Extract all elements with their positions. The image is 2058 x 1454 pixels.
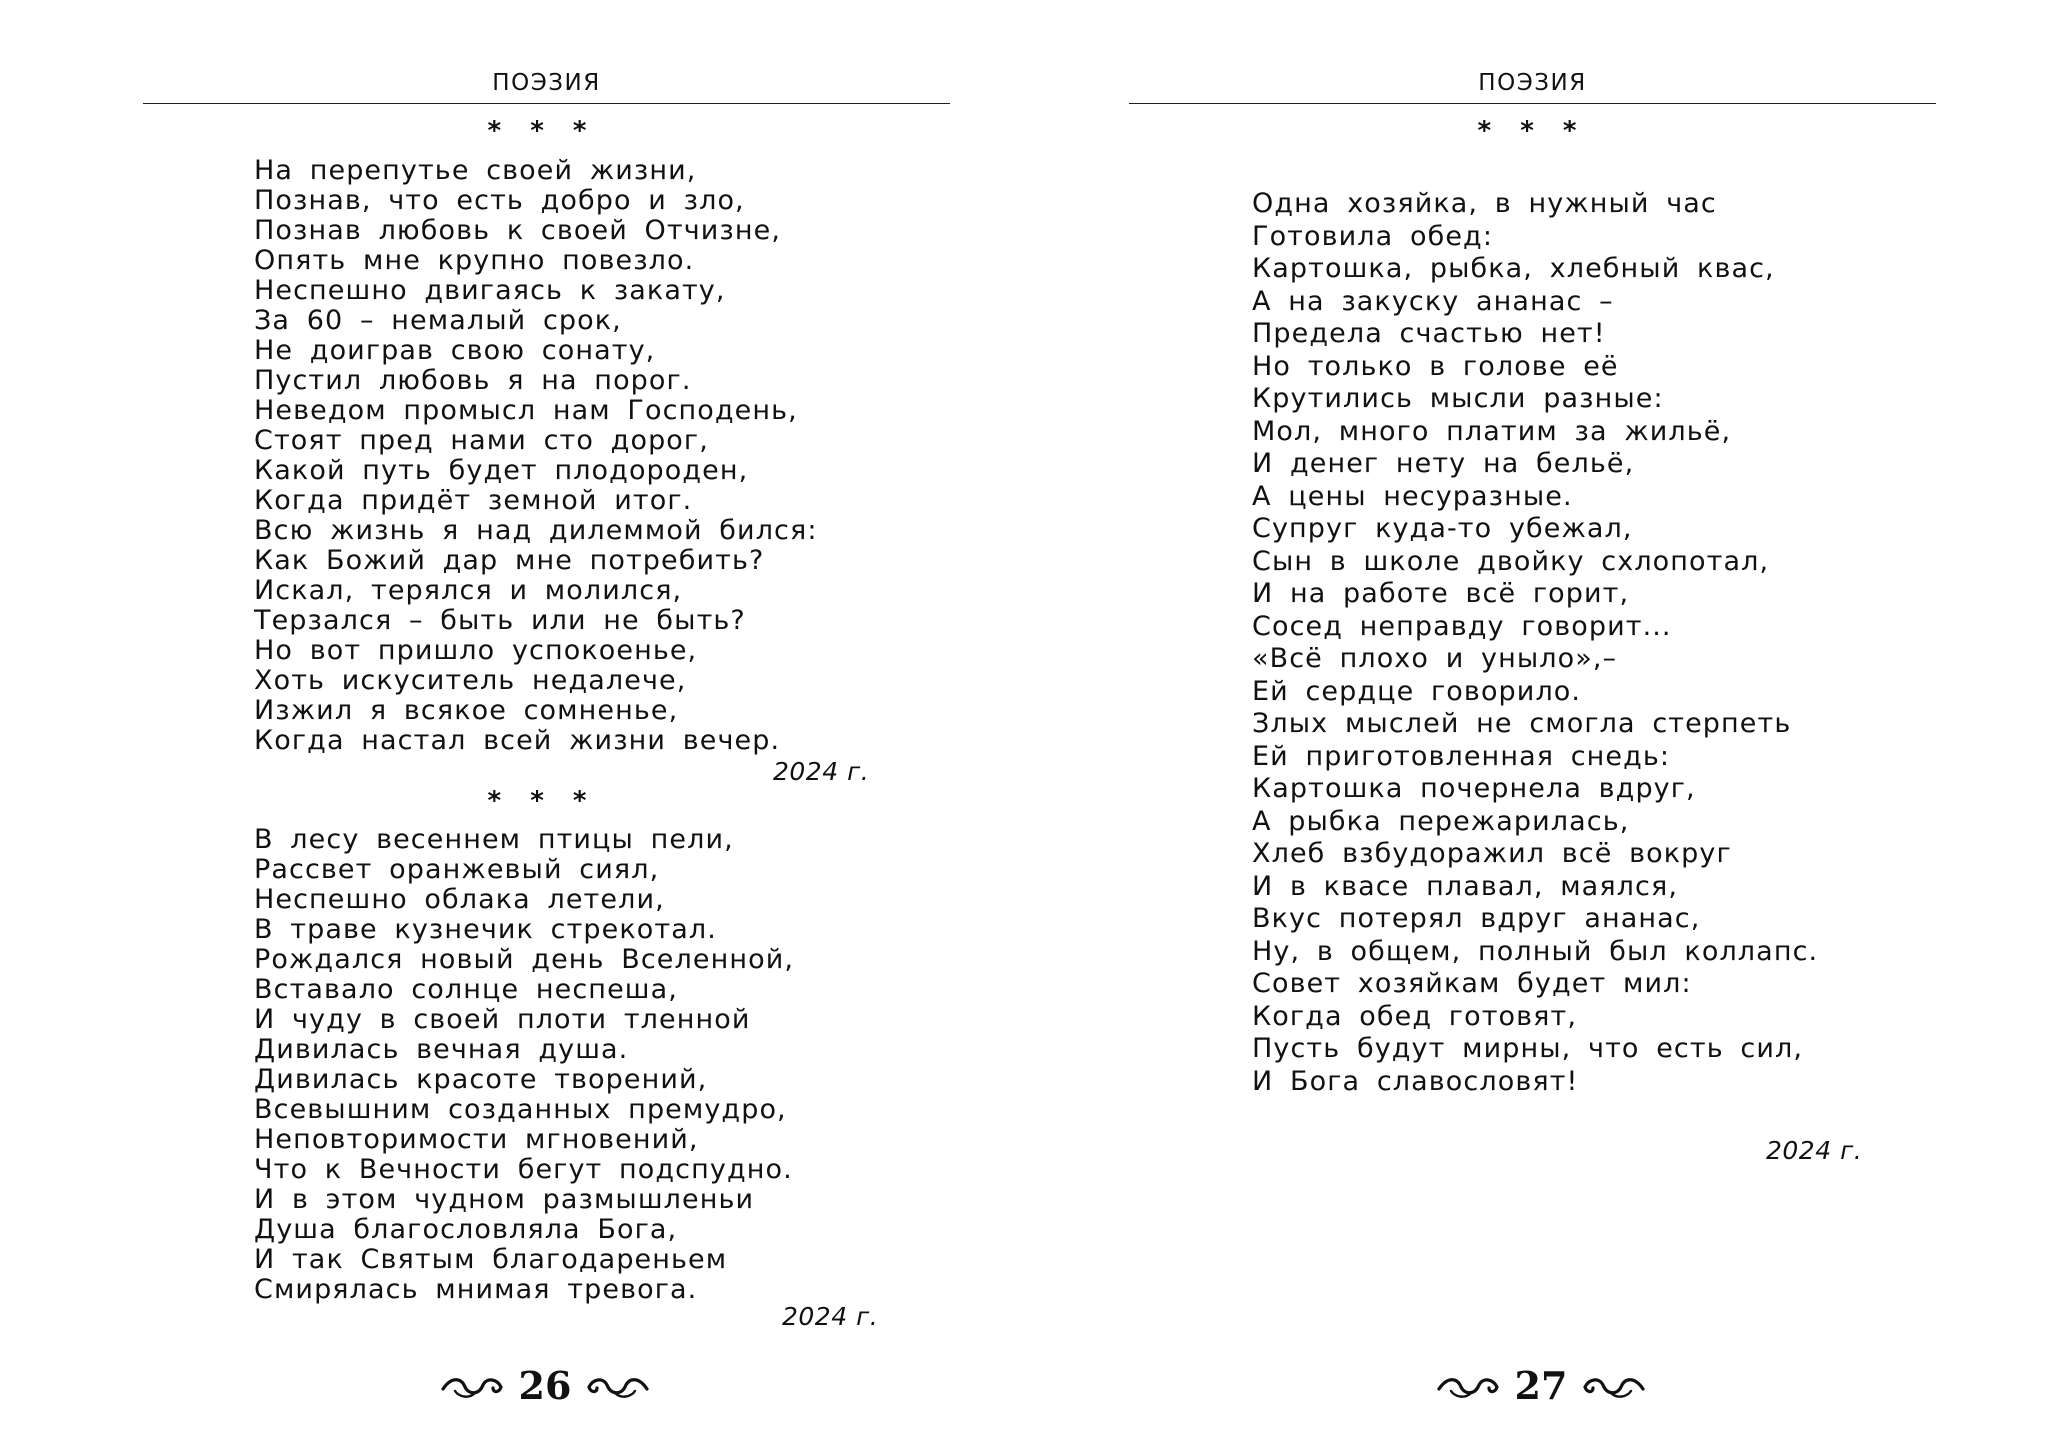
poem-line: Когда обед готовят, (1252, 1000, 1578, 1032)
header-rule (1129, 103, 1936, 104)
poem-line: Готовила обед: (1252, 220, 1494, 252)
poem-line: Смирялась мнимая тревога. (254, 1274, 698, 1305)
poem-2 (254, 825, 794, 1305)
running-head: ПОЭЗИЯ (1478, 70, 1587, 96)
poem-line: Всю жизнь я над дилеммой бился: (254, 515, 818, 546)
poem-line: На перепутье своей жизни, (254, 155, 697, 186)
poem-line: Крутились мысли разные: (1252, 383, 1664, 414)
poem-line: Всевышним созданных премудро, (254, 1094, 787, 1125)
poem-3-date: 2024 г. (1766, 1136, 1863, 1165)
poem-line: Ну, в общем, полный был коллапс. (1252, 935, 1819, 967)
poem-line: Искал, терялся и молился, (254, 575, 683, 606)
page-number: 27 (1514, 1363, 1568, 1408)
poem-line: Опять мне крупно повезло. (254, 245, 695, 276)
poem-line: В траве кузнечик стрекотал. (254, 914, 717, 945)
poem-3 (1252, 188, 1818, 1098)
poem-line: А рыбка пережарилась, (1252, 805, 1630, 837)
scroll-flourish-icon (1435, 1371, 1505, 1401)
poem-line: Неспешно двигаясь к закату, (254, 275, 726, 306)
poem-line: Картошка почернела вдруг, (1252, 773, 1696, 804)
poem-line: Пусть будут мирны, что есть сил, (1252, 1033, 1804, 1064)
page-number: 26 (518, 1363, 572, 1408)
poem-line: Предела счастью нет! (1252, 318, 1606, 349)
poem-line: И в этом чудном размышленьи (254, 1184, 755, 1215)
section-ornament: * * * (487, 116, 597, 146)
poem-line: Как Божий дар мне потребить? (254, 545, 765, 576)
poem-line: Но вот пришло успокоенье, (254, 635, 698, 666)
poem-line: Душа благословляла Бога, (254, 1214, 678, 1245)
poem-line: Изжил я всякое сомненье, (254, 695, 679, 726)
poem-line: Сын в школе двойку схлопотал, (1252, 545, 1770, 577)
scroll-flourish-icon (1577, 1371, 1647, 1401)
poem-line: «Всё плохо и уныло»,– (1252, 643, 1618, 674)
poem-line: И так Святым благодареньем (254, 1244, 728, 1275)
poem-line: И денег нету на бельё, (1252, 448, 1635, 479)
poem-line: Когда настал всей жизни вечер. (254, 725, 781, 756)
poem-line: Вставало солнце неспеша, (254, 974, 678, 1005)
right-page (1029, 0, 2058, 1454)
page-folio (425, 1358, 665, 1414)
poem-line: Какой путь будет плодороден, (254, 455, 749, 486)
poem-line: Хоть искуситель недалече, (254, 665, 687, 696)
poem-1 (254, 156, 818, 756)
poem-line: И в квасе плавал, маялся, (1252, 870, 1678, 902)
poem-line: Но только в голове её (1252, 350, 1619, 382)
poem-line: Злых мыслей не смогла стерпеть (1252, 708, 1792, 739)
poem-line: Пустил любовь я на порог. (254, 365, 692, 396)
poem-line: Терзался – быть или не быть? (254, 605, 746, 636)
poem-line: Вкус потерял вдруг ананас, (1252, 903, 1701, 934)
poem-line: Неспешно облака летели, (254, 884, 665, 915)
poem-line: А на закуску ананас – (1252, 285, 1614, 317)
poem-line: Стоят пред нами сто дорог, (254, 425, 709, 456)
poem-line: Познав любовь к своей Отчизне, (254, 215, 782, 246)
poem-line: И на работе всё горит, (1252, 578, 1630, 609)
poem-line: Ей приготовленная снедь: (1252, 740, 1671, 772)
poem-2-date: 2024 г. (782, 1302, 879, 1331)
section-ornament: * * * (1477, 116, 1587, 146)
poem-line: За 60 – немалый срок, (254, 305, 622, 336)
poem-line: А цены несуразные. (1252, 480, 1573, 512)
poem-line: Когда придёт земной итог. (254, 485, 693, 516)
poem-line: Дивилась красоте творений, (254, 1064, 708, 1095)
poem-line: Дивилась вечная душа. (254, 1034, 629, 1065)
poem-line: И чуду в своей плоти тленной (254, 1004, 751, 1035)
poem-line: Неповторимости мгновений, (254, 1124, 699, 1155)
poem-line: Неведом промысл нам Господень, (254, 395, 798, 426)
poem-line: Одна хозяйка, в нужный час (1252, 188, 1717, 219)
poem-line: Картошка, рыбка, хлебный квас, (1252, 253, 1775, 284)
page-folio (1421, 1358, 1661, 1414)
scroll-flourish-icon (439, 1371, 509, 1401)
poem-line: В лесу весеннем птицы пели, (254, 824, 734, 855)
poem-1-date: 2024 г. (773, 757, 870, 786)
poem-line: Ей сердце говорило. (1252, 675, 1582, 707)
poem-line: Мол, много платим за жильё, (1252, 415, 1732, 447)
poem-line: Познав, что есть добро и зло, (254, 185, 745, 216)
poem-line: Сосед неправду говорит... (1252, 610, 1672, 642)
scroll-flourish-icon (581, 1371, 651, 1401)
header-rule (143, 103, 950, 104)
section-ornament: * * * (487, 786, 597, 816)
poem-line: Рождался новый день Вселенной, (254, 944, 795, 975)
poem-line: Не доиграв свою сонату, (254, 335, 656, 366)
running-head: ПОЭЗИЯ (492, 70, 601, 96)
poem-line: Хлеб взбудоражил всё вокруг (1252, 838, 1732, 869)
poem-line: Совет хозяйкам будет мил: (1252, 968, 1692, 999)
poem-line: И Бога славословят! (1252, 1065, 1579, 1097)
poem-line: Рассвет оранжевый сиял, (254, 854, 660, 885)
poem-line: Супруг куда-то убежал, (1252, 513, 1633, 544)
poem-line: Что к Вечности бегут подспудно. (254, 1154, 793, 1185)
